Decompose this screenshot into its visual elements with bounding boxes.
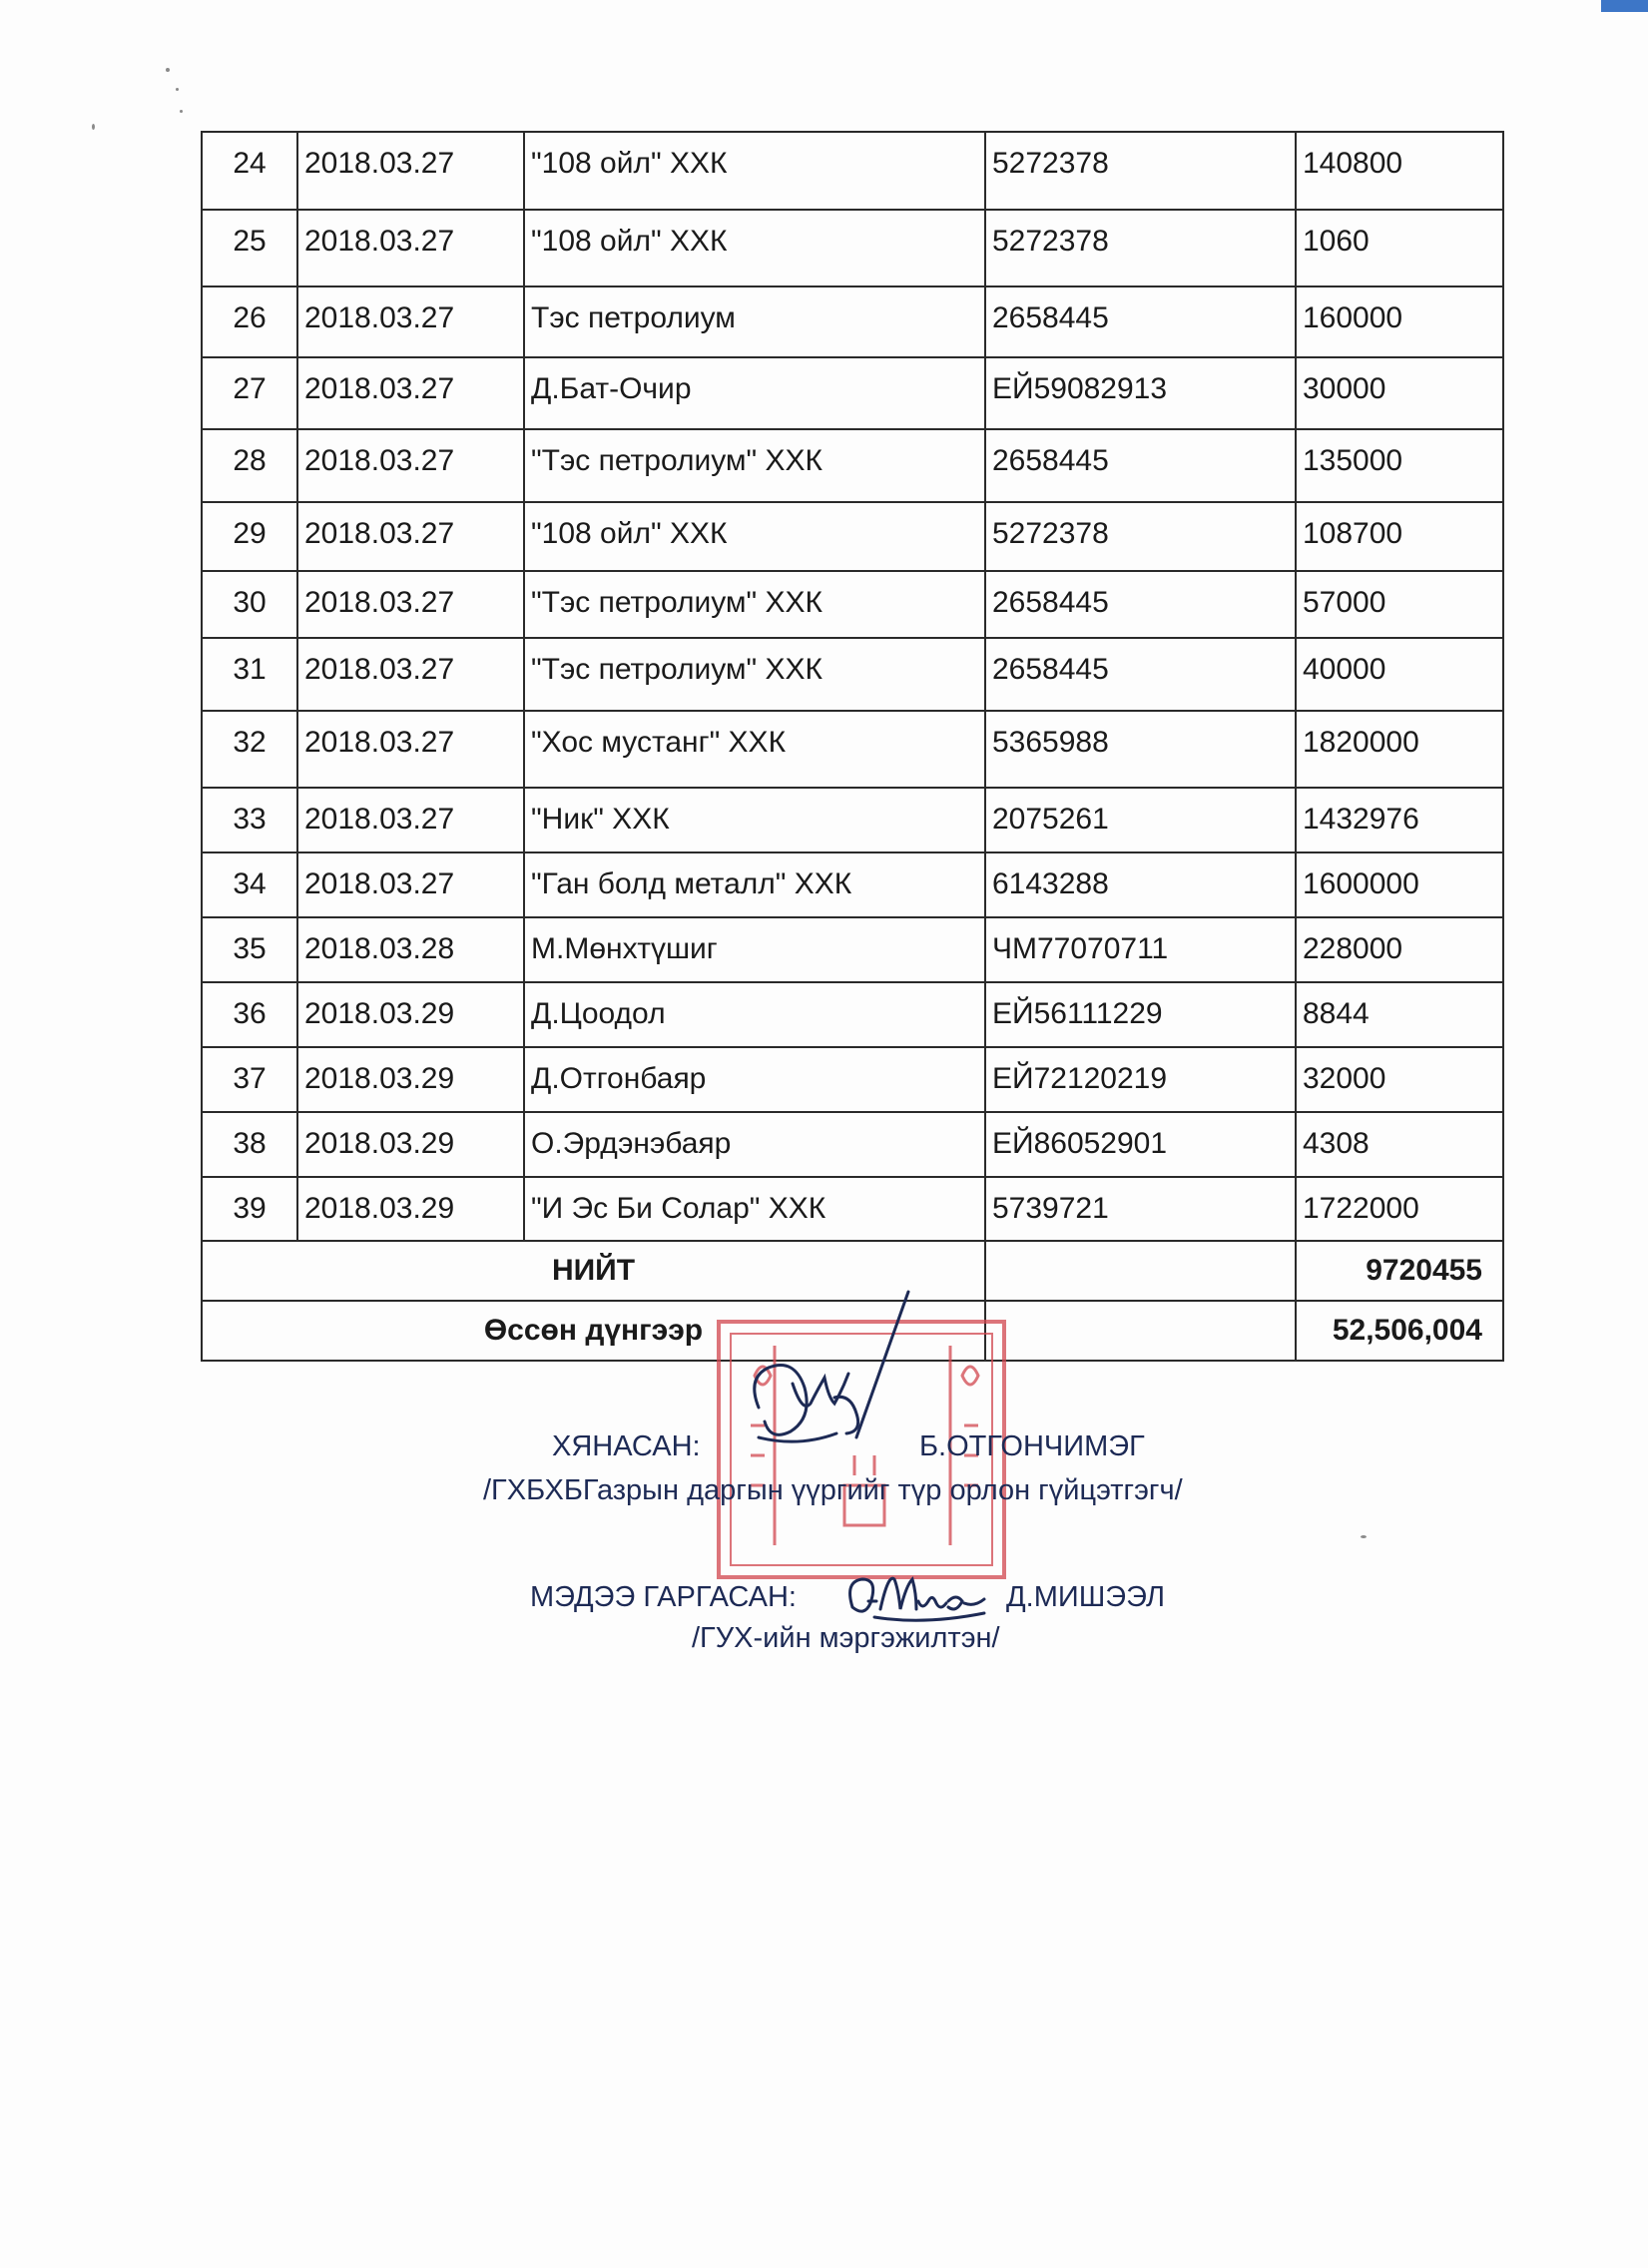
cell-register-number: 6143288 xyxy=(985,852,1296,917)
cell-payer-name: "Тэс петролиум" ХХК xyxy=(524,571,985,638)
cell-payer-name: Д.Цоодол xyxy=(524,982,985,1047)
table-row xyxy=(202,357,1503,429)
scan-edge-mark xyxy=(1601,0,1648,12)
cell-register-number: 5365988 xyxy=(985,711,1296,788)
cell-date: 2018.03.27 xyxy=(297,132,524,210)
cell-amount: 1722000 xyxy=(1296,1177,1503,1241)
cell-number: 37 xyxy=(202,1047,297,1112)
scan-speck xyxy=(1361,1535,1367,1538)
cell-number: 36 xyxy=(202,982,297,1047)
table-row xyxy=(202,852,1503,917)
table-row xyxy=(202,571,1503,638)
cell-number: 30 xyxy=(202,571,297,638)
table-row xyxy=(202,210,1503,286)
issued-label: МЭДЭЭ ГАРГАСАН: xyxy=(530,1581,797,1613)
cell-number: 25 xyxy=(202,210,297,286)
cell-date: 2018.03.29 xyxy=(297,1047,524,1112)
cell-amount: 4308 xyxy=(1296,1112,1503,1177)
cell-payer-name: О.Эрдэнэбаяр xyxy=(524,1112,985,1177)
payments-table xyxy=(201,131,1504,1362)
cell-payer-name: Д.Отгонбаяр xyxy=(524,1047,985,1112)
total-label: НИЙТ xyxy=(202,1241,985,1301)
reviewed-title: /ГХБХБГазрын даргын үүргийг түр орлон гүйцэтгэгч/ xyxy=(483,1474,1183,1506)
cell-register-number: 5272378 xyxy=(985,210,1296,286)
cell-amount: 135000 xyxy=(1296,429,1503,502)
table-row xyxy=(202,132,1503,210)
cell-amount: 32000 xyxy=(1296,1047,1503,1112)
cell-date: 2018.03.27 xyxy=(297,852,524,917)
cell-register-number: 2075261 xyxy=(985,788,1296,852)
cell-number: 29 xyxy=(202,502,297,571)
cell-register-number: 2658445 xyxy=(985,429,1296,502)
cumulative-empty-cell xyxy=(985,1301,1296,1361)
cell-amount: 1060 xyxy=(1296,210,1503,286)
total-empty-cell xyxy=(985,1241,1296,1301)
table-row xyxy=(202,429,1503,502)
cell-register-number: ЕЙ72120219 xyxy=(985,1047,1296,1112)
table-row xyxy=(202,286,1503,357)
cell-amount: 140800 xyxy=(1296,132,1503,210)
cell-date: 2018.03.27 xyxy=(297,638,524,711)
cell-amount: 108700 xyxy=(1296,502,1503,571)
cell-register-number: ЕЙ56111229 xyxy=(985,982,1296,1047)
cell-date: 2018.03.29 xyxy=(297,1112,524,1177)
cell-payer-name: "И Эс Би Солар" ХХК xyxy=(524,1177,985,1241)
cell-register-number: ЧМ77070711 xyxy=(985,917,1296,982)
cell-date: 2018.03.27 xyxy=(297,357,524,429)
cell-number: 28 xyxy=(202,429,297,502)
cell-date: 2018.03.28 xyxy=(297,917,524,982)
payments-table-body xyxy=(202,132,1503,1361)
cell-payer-name: "108 ойл" ХХК xyxy=(524,132,985,210)
cell-register-number: 2658445 xyxy=(985,286,1296,357)
cell-register-number: 5272378 xyxy=(985,132,1296,210)
table-row xyxy=(202,982,1503,1047)
cell-number: 24 xyxy=(202,132,297,210)
cell-date: 2018.03.27 xyxy=(297,502,524,571)
issuer-signature xyxy=(838,1567,998,1629)
cell-number: 38 xyxy=(202,1112,297,1177)
cell-amount: 160000 xyxy=(1296,286,1503,357)
cell-register-number: 5739721 xyxy=(985,1177,1296,1241)
scan-speck xyxy=(180,110,183,113)
cell-register-number: 2658445 xyxy=(985,638,1296,711)
reviewed-name: Б.ОТГОНЧИМЭГ xyxy=(919,1430,1145,1462)
cell-amount: 1820000 xyxy=(1296,711,1503,788)
cell-payer-name: "Ган болд металл" ХХК xyxy=(524,852,985,917)
cell-register-number: 5272378 xyxy=(985,502,1296,571)
table-row xyxy=(202,502,1503,571)
cumulative-label: Өссөн дүнгээр xyxy=(202,1301,985,1361)
table-row xyxy=(202,711,1503,788)
table-row xyxy=(202,788,1503,852)
cell-register-number: ЕЙ86052901 xyxy=(985,1112,1296,1177)
cell-date: 2018.03.27 xyxy=(297,571,524,638)
cell-amount: 30000 xyxy=(1296,357,1503,429)
cell-date: 2018.03.29 xyxy=(297,982,524,1047)
cell-date: 2018.03.27 xyxy=(297,429,524,502)
cell-payer-name: Тэс петролиум xyxy=(524,286,985,357)
cell-date: 2018.03.27 xyxy=(297,286,524,357)
scan-speck xyxy=(92,124,95,130)
cell-amount: 1432976 xyxy=(1296,788,1503,852)
table-row xyxy=(202,638,1503,711)
cell-register-number: 2658445 xyxy=(985,571,1296,638)
cell-payer-name: "108 ойл" ХХК xyxy=(524,502,985,571)
reviewed-label: ХЯНАСАН: xyxy=(552,1430,701,1462)
table-row xyxy=(202,1047,1503,1112)
table-row xyxy=(202,1177,1503,1241)
cell-payer-name: "Хос мустанг" ХХК xyxy=(524,711,985,788)
cell-amount: 8844 xyxy=(1296,982,1503,1047)
total-value: 9720455 xyxy=(1296,1241,1503,1301)
cell-number: 27 xyxy=(202,357,297,429)
cell-payer-name: "Тэс петролиум" ХХК xyxy=(524,429,985,502)
scan-speck xyxy=(176,88,179,91)
reviewer-signature xyxy=(739,1288,928,1477)
cell-register-number: ЕЙ59082913 xyxy=(985,357,1296,429)
cell-number: 26 xyxy=(202,286,297,357)
cell-date: 2018.03.27 xyxy=(297,711,524,788)
cell-number: 35 xyxy=(202,917,297,982)
cell-number: 39 xyxy=(202,1177,297,1241)
cell-payer-name: "108 ойл" ХХК xyxy=(524,210,985,286)
cell-amount: 57000 xyxy=(1296,571,1503,638)
cell-amount: 40000 xyxy=(1296,638,1503,711)
issued-name: Д.МИШЭЭЛ xyxy=(1006,1581,1166,1613)
cell-payer-name: "Тэс петролиум" ХХК xyxy=(524,638,985,711)
cell-date: 2018.03.27 xyxy=(297,788,524,852)
cell-date: 2018.03.27 xyxy=(297,210,524,286)
table-row xyxy=(202,1112,1503,1177)
cell-payer-name: "Ник" ХХК xyxy=(524,788,985,852)
table-row xyxy=(202,917,1503,982)
scan-speck xyxy=(166,68,170,72)
cell-payer-name: М.Мөнхтүшиг xyxy=(524,917,985,982)
issued-title: /ГУХ-ийн мэргэжилтэн/ xyxy=(692,1622,1000,1654)
cell-number: 34 xyxy=(202,852,297,917)
cell-payer-name: Д.Бат-Очир xyxy=(524,357,985,429)
cell-date: 2018.03.29 xyxy=(297,1177,524,1241)
cell-number: 32 xyxy=(202,711,297,788)
cell-amount: 228000 xyxy=(1296,917,1503,982)
cumulative-value: 52,506,004 xyxy=(1296,1301,1503,1361)
cell-number: 33 xyxy=(202,788,297,852)
cell-number: 31 xyxy=(202,638,297,711)
cell-amount: 1600000 xyxy=(1296,852,1503,917)
